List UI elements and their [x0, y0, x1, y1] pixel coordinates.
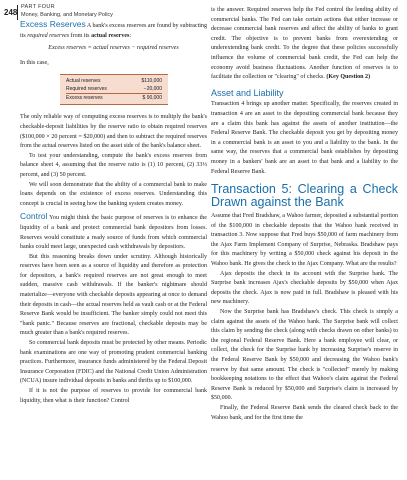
right-column [211, 6, 398, 423]
body-paragraph: Assume that Fred Bradshaw, a Wahoo farmer, deposited a substantial portion of the $100,000 in checkable deposits that the Wahoo bank received in transaction 3. Now suppose that Fred buys $50,000 of farm machinery from the Ajax Farm Implement Company of Surprise, Nebraska. Bradshaw pays for this machinery by writing a $50,000 check against his deposit in the Wahoo bank. He gives the check to the Ajax Company. What are the results? [211, 213, 398, 268]
body-paragraph: We will soon demonstrate that the ability of a commercial bank to make loans depends on the existence of excess reserves. Understanding this concept is crucial in seeing how the banking system creates money. [20, 181, 207, 207]
table-label: Required reserves [66, 86, 107, 93]
header-divider [17, 5, 18, 20]
table-row [66, 85, 162, 93]
excess-reserves-equation: Excess reserves = actual reserves − required reserves [48, 45, 179, 52]
control-continued-text: is the answer. Required reserves help the Fed control the lending ability of commercial banks. The Fed can take certain actions that either increase or decrease commercial bank reserves and affect the ability of banks to grant credit. The objective is to prevent banks from overextending or underextending bank credit. To the degree that these policies successfully influence the volume of commercial bank credit, the Fed can help the economy avoid business fluctuations. Another function of reserves is to facilitate the collection or "clearing" of checks. [211, 7, 398, 81]
excess-intro-text-2: from its [69, 32, 92, 39]
control-text: You might think the basic purpose of reserves is to enhance the liquidity of a bank and protect commercial bank depositors from losses. Reserves would constitute a ready source of funds from which commercial banks could meet large, unexpected cash withdrawals by depositors. [20, 215, 207, 251]
table-row [66, 93, 162, 102]
excess-intro-colon: : [129, 32, 132, 39]
body-paragraph: But this reasoning breaks down under scrutiny. Although historically reserves have been seen as a source of liquidity and therefore as protection for depositors, a bank's required reserves are not great enough to meet sudden, massive cash withdrawals. If the banker's nightmare should materialize—everyone with checkable deposits appearing at once to demand their deposits in cash—the actual reserves held as vault cash or at the Federal Reserve Bank would be insufficient. The banker simply could not meet this "bank panic." Because reserves are fractional, checkable deposits may be much greater than a bank's required reserves. [20, 253, 207, 337]
control-heading: Control [20, 211, 48, 222]
body-paragraph: Ajax deposits the check in its account with the Surprise bank. The Surprise bank increases Ajax's checkable deposits by $50,000 when Ajax deposits the check. Ajax is now paid in full. Bradshaw is pleased with his new machinery. [211, 270, 398, 306]
table-value: $110,000 [141, 78, 162, 85]
body-paragraph: Now the Surprise bank has Bradshaw's check. This check is simply a claim against the assets of the Wahoo bank. The Surprise bank will collect this claim by sending the check (along with checks drawn on other banks) to the regional Federal Reserve Bank. Here a bank employee will clear, or collect, the check for the Surprise bank by increasing Surprise's reserve in the Federal Reserve Bank by $50,000 and decreasing the Wahoo bank's reserve by that same amount. The check is "collected" merely by making bookkeeping notations to the effect that Wahoo's claim against the Federal Reserve Bank is reduced by $50,000 and Surprise's claim is increased by $50,000. [211, 309, 398, 402]
body-paragraph: So commercial bank deposits must be protected by other means. Periodic bank examinations are one way of promoting prudent commercial banking practices. Furthermore, insurance funds administered by the Federal Deposit Insurance Corporation (FDIC) and the National Credit Union Administration (NCUA) insure individual deposits in banks and thrifts up to $100,000. [20, 340, 207, 385]
body-paragraph [211, 6, 398, 83]
in-this-case-text: In this case, [20, 59, 49, 66]
table-label: Actual reserves [66, 78, 101, 85]
left-column [20, 20, 207, 406]
actual-reserves-term: actual reserves [91, 32, 130, 39]
body-paragraph: The only reliable way of computing excess reserves is to multiply the bank's checkable-deposit liabilities by the reserve ratio to obtain required reserves ($100,000 × 20 percent = $20,000) and then to subtract the required reserves from the actual reserves listed on the asset side of the bank's balance sheet. [20, 114, 207, 150]
body-paragraph: Finally, the Federal Reserve Bank sends the cleared check back to the Wahoo bank, and for the first time the [211, 404, 398, 421]
body-paragraph: To test your understanding, compute the bank's excess reserves from balance sheet 4, assuming that the reserve ratio is (1) 10 percent, (2) 33⅓ percent, and (3) 50 percent. [20, 152, 207, 178]
asset-liability-heading: Asset and Liability [211, 87, 284, 98]
part-label: PART FOUR [21, 4, 55, 10]
body-paragraph: If it is not the purpose of reserves to provide for commercial bank liquidity, then what is their function? Control [20, 388, 207, 404]
excess-intro-text: A bank's excess reserves are found by subtracting its [20, 23, 207, 39]
table-value: −20,000 [143, 86, 162, 93]
transaction-5-heading: Transaction 5: Clearing a Check Drawn against the Bank [211, 182, 398, 210]
control-paragraph [20, 212, 207, 252]
excess-reserves-table [60, 74, 168, 105]
excess-reserves-paragraph [20, 20, 207, 41]
table-value: $ 90,000 [142, 95, 162, 102]
page-number: 248 [4, 8, 18, 17]
table-row [66, 77, 162, 85]
body-paragraph: Transaction 4 brings up another matter. Specifically, the reserves created in transaction 4 are an asset to the depositing commercial bank because they are a claim this bank has against the assets of another institution—the Federal Reserve Bank. The checkable deposit you get by depositing money in a commercial bank is an asset to you and a liability to the bank. In the same way, the reserves that a commercial bank establishes by depositing money in a bankers' bank are an asset to that bank and a liability to the Federal Reserve Bank. [211, 101, 398, 175]
required-reserves-term: required reserves [27, 32, 70, 39]
excess-reserves-heading: Excess Reserves [20, 19, 86, 29]
book-title: Money, Banking, and Monetary Policy [21, 12, 113, 18]
table-label: Excess reserves [66, 95, 103, 102]
key-question-ref: (Key Question 2) [326, 74, 371, 81]
